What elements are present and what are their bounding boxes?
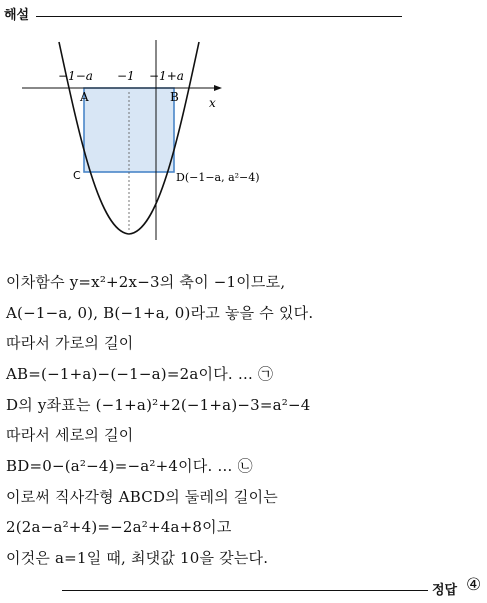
solution-line-8: 이로써 직사각형 ABCD의 둘레의 길이는 bbox=[6, 488, 278, 506]
solution-line-10: 이것은 a=1일 때, 최댓값 10을 갖는다. bbox=[6, 549, 269, 567]
x-axis-arrow bbox=[214, 85, 222, 91]
point-a-label: A bbox=[80, 90, 89, 104]
tick-label-mid: −1 bbox=[117, 69, 135, 83]
answer-label: 정답 bbox=[432, 583, 458, 598]
solution-line-1: 이차함수 y=x²+2x−3의 축이 −1이므로, bbox=[6, 273, 286, 291]
solution-label: 해설 bbox=[4, 8, 30, 23]
x-axis-label: x bbox=[209, 96, 216, 110]
tick-label-left: −1−a bbox=[58, 69, 93, 83]
solution-line-9: 2(2a−a²+4)=−2a²+4a+8이고 bbox=[6, 518, 232, 536]
point-b-label: B bbox=[170, 90, 179, 104]
solution-line-6: 따라서 세로의 길이 bbox=[6, 426, 134, 444]
point-d-label: D(−1−a, a²−4) bbox=[176, 171, 260, 184]
point-c-label: C bbox=[73, 169, 81, 182]
answer-value: ④ bbox=[466, 575, 482, 595]
solution-line-7: BD=0−(a²−4)=−a²+4이다. … ㉡ bbox=[6, 457, 253, 475]
solution-line-2: A(−1−a, 0), B(−1+a, 0)라고 놓을 수 있다. bbox=[6, 304, 314, 322]
solution-line-4: AB=(−1+a)−(−1−a)=2a이다. … ㉠ bbox=[6, 365, 274, 383]
parabola-graph bbox=[0, 30, 300, 245]
solution-line-3: 따라서 가로의 길이 bbox=[6, 334, 134, 352]
solution-line-5: D의 y좌표는 (−1+a)²+2(−1+a)−3=a²−4 bbox=[6, 396, 311, 414]
answer-rule bbox=[62, 590, 428, 591]
header-rule bbox=[36, 16, 402, 17]
tick-label-right: −1+a bbox=[149, 69, 184, 83]
